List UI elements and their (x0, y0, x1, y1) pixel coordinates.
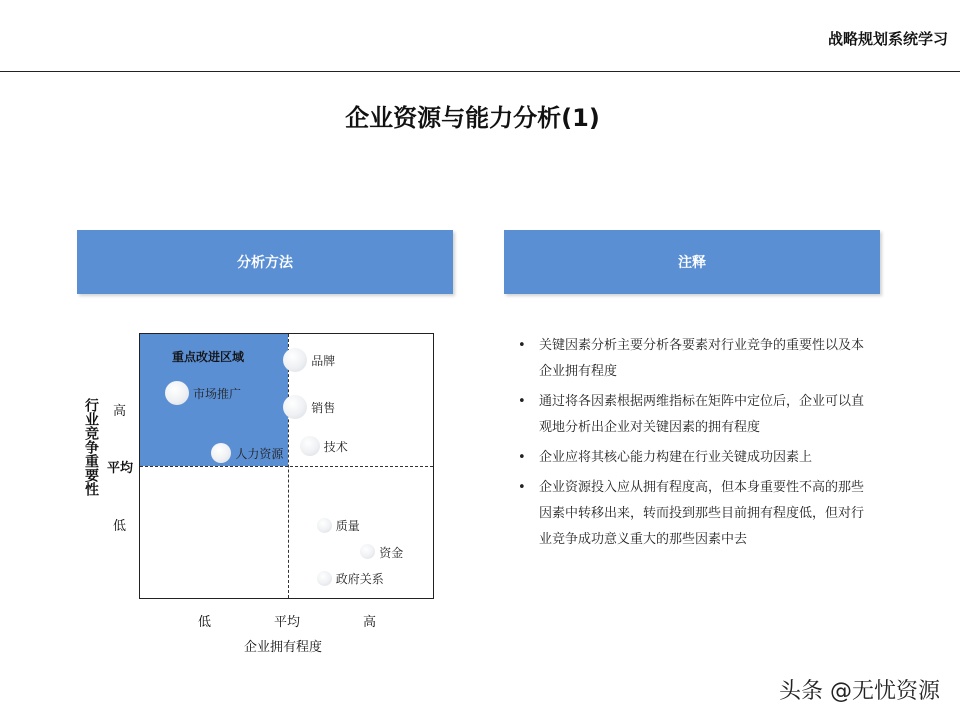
matrix-point (300, 436, 320, 456)
notes-header: 注释 (504, 230, 880, 294)
analysis-method-header: 分析方法 (77, 230, 453, 294)
notes-list (514, 333, 876, 557)
matrix-point-label: 资金 (379, 545, 404, 560)
header-title: 战略规划系统学习 (827, 30, 948, 48)
matrix-point-label: 人力资源 (235, 446, 284, 461)
matrix-point-label: 政府关系 (335, 572, 384, 587)
matrix-point (317, 571, 332, 586)
priority-zone-label: 重点改进区域 (172, 350, 245, 364)
matrix-point-label: 品牌 (311, 354, 336, 369)
y-tick-low: 低 (113, 519, 127, 534)
importance-ownership-matrix (139, 333, 434, 599)
header-divider (0, 71, 960, 72)
note-text: 通过将各因素根据两维指标在矩阵中定位后，企业可以直观地分析出企业对关键因素的拥有程度 (539, 394, 865, 435)
note-text: 企业资源投入应从拥有程度高，但本身重要性不高的那些因素中转移出来，转而投到那些目前拥有程度低，但对行业竞争成功意义重大的那些因素中去 (539, 480, 865, 547)
x-tick-average: 平均 (274, 615, 301, 630)
note-item (514, 445, 876, 471)
matrix-point (360, 544, 375, 559)
x-tick-low: 低 (198, 615, 212, 630)
matrix-point-label: 质量 (335, 519, 360, 534)
x-axis-title: 企业拥有程度 (244, 640, 323, 655)
note-text: 企业应将其核心能力构建在行业关键成功因素上 (539, 450, 813, 465)
watermark: 头条 @无忧资源 (779, 679, 940, 704)
matrix-point-label: 技术 (323, 440, 348, 455)
matrix-point (283, 395, 307, 419)
note-text: 关键因素分析主要分析各要素对行业竞争的重要性以及本企业拥有程度 (539, 338, 865, 379)
bullet-icon: • (518, 450, 526, 465)
note-item (514, 333, 876, 385)
note-item (514, 389, 876, 441)
bullet-icon: • (518, 338, 526, 353)
page-title: 企业资源与能力分析(1) (345, 104, 600, 132)
note-item (514, 475, 876, 553)
y-tick-high: 高 (113, 404, 127, 419)
bullet-icon: • (518, 394, 526, 409)
bullet-icon: • (518, 480, 526, 495)
y-axis-title: 行业竞争重要性 (83, 398, 99, 496)
matrix-point (283, 348, 307, 372)
average-importance-line (140, 466, 433, 467)
y-tick-average: 平均 (107, 461, 134, 476)
x-tick-high: 高 (363, 615, 377, 630)
matrix-point-label: 市场推广 (193, 387, 242, 402)
matrix-point-label: 销售 (311, 400, 336, 415)
matrix-point (317, 518, 332, 533)
